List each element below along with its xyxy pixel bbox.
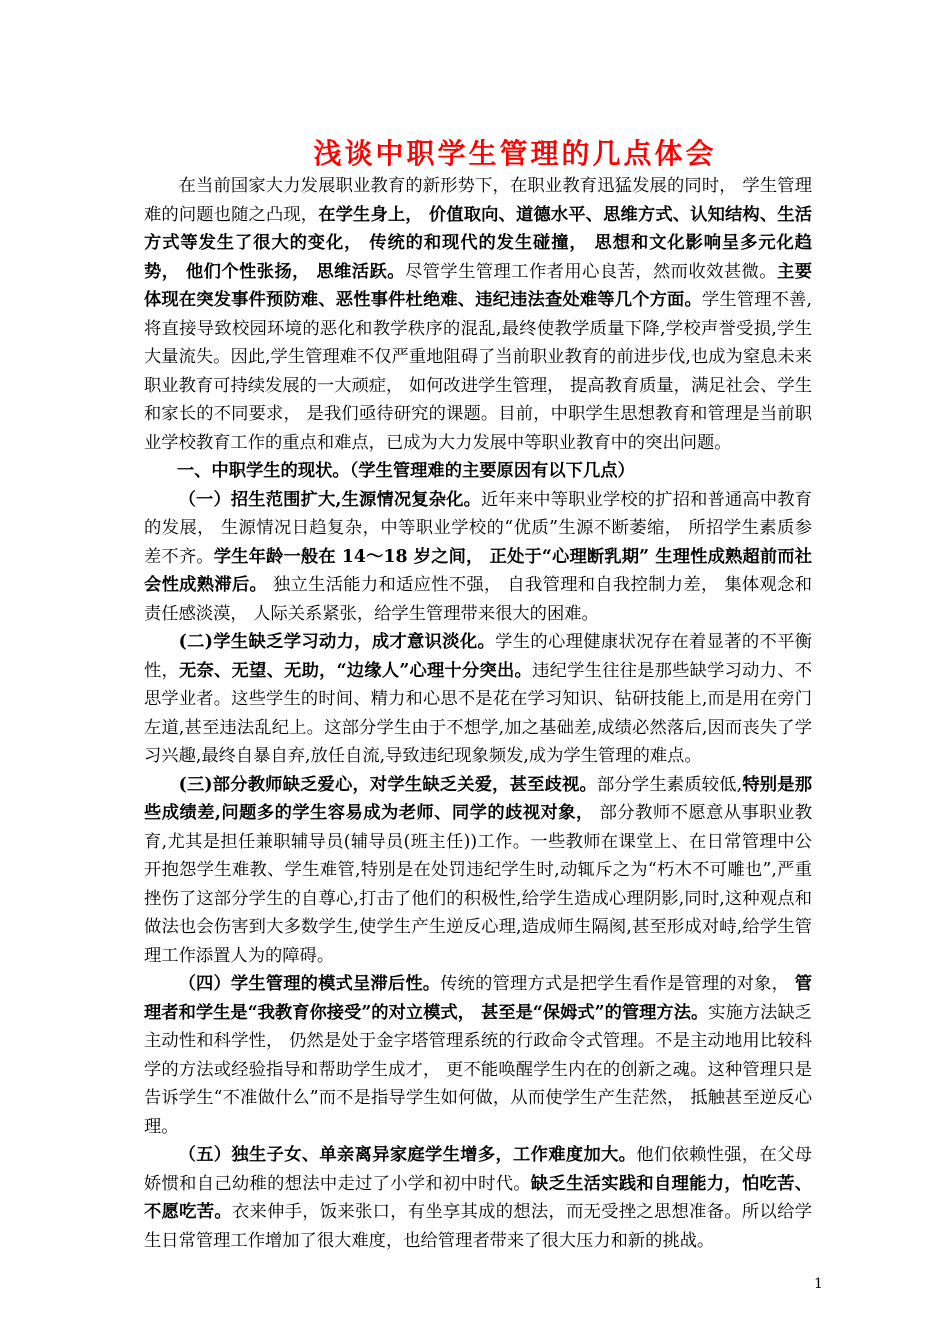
emphasis-text: （五）独生子女、单亲离异家庭学生增多，工作难度加大。 [178,1145,637,1165]
document-title: 浅谈中职学生管理的几点体会 [313,137,717,170]
document-body [144,172,812,1255]
emphasis-text: (三)部分教师缺乏爱心，对学生缺乏关爱，甚至歧视。 [178,774,597,795]
body-text: 近年来中等职业学校的扩招和普通高中教育的发展， 生源情况日趋复杂，中等职业学校的“优质”生源不断萎缩， 所招学生素质参差不齐。 [144,489,812,567]
emphasis-text: 在学生身上， 价值取向、道德水平、思维方式、认知结构、生活方式等发生了很大的变化， 传统的和现代的发生碰撞， 思想和文化影响呈多元化趋势， 他们个性张扬， 思维活跃。 [144,204,812,282]
body-text: 实施方法缺乏主动性和科学性， 仍然是处于金字塔管理系统的行政命令式管理。不是主动地用比较科学的方法或经验指导和帮助学生成才， 更不能唤醒学生内在的创新之魂。这种管理只是告诉学生“不准做什么”而不是指导学生如何做，从而使学生产生茫然， 抵触甚至逆反心理。 [144,1002,812,1137]
paragraph-item-4 [144,970,812,1141]
body-text: 他们依赖性强，在父母娇惯和自己幼稚的想法中走过了小学和初中时代。 [144,1145,812,1194]
paragraph-item-5 [144,1141,812,1255]
paragraph-intro [144,172,812,457]
body-text: 部分教师不愿意从事职业教育,尤其是担任兼职辅导员(辅导员(班主任))工作。一些教师在课堂上、在日常管理中公开抱怨学生难教、学生难管,特别是在处罚违纪学生时,动辄斥之为“朽木不可雕也”,严重挫伤了这部分学生的自尊心,打击了他们的积极性,给学生造成心理阴影,同时,这种观点和做法也会伤害到大多数学生,使学生产生逆反心理,造成师生隔阂,甚至形成对峙,给学生管理工作添置人为的障碍。 [144,803,812,966]
body-text: 在当前国家大力发展职业教育的新形势下，在职业教育迅猛发展的同时， 学生管理难的问题也随之凸现， [144,176,812,225]
paragraph-item-3 [144,771,812,971]
page-number: 1 [814,1276,823,1292]
body-text: 违纪学生往往是那些缺学习动力、不思学业者。这些学生的时间、精力和心思不是花在学习知识、钻研技能上,而是用在旁门左道,甚至违法乱纪上。这部分学生由于不想学,加之基础差,成绩必然落后,因而丧失了学习兴趣,最终自暴自弃,放任自流,导致违纪现象频发,成为学生管理的难点。 [144,660,812,766]
paragraph-item-2 [144,628,812,771]
emphasis-text: （四）学生管理的模式呈滞后性。 [178,974,441,994]
section-heading-1: 一、中职学生的现状。（学生管理难的主要原因有以下几点） [176,461,635,481]
emphasis-text: 特别是那些成绩差,问题多的学生容易成为老师、同学的歧视对象， [144,774,812,823]
emphasis-text: (二)学生缺乏学习动力，成才意识淡化。 [178,632,496,652]
paragraph-item-1 [144,486,812,629]
emphasis-text: 管理者和学生是“我教育你接受”的对立模式， 甚至是“保姆式”的管理方法。 [144,974,812,1023]
emphasis-text: 缺乏生活实践和自理能力，怕吃苦、不愿吃苦。 [144,1173,812,1222]
body-text: 学生管理不善,将直接导致校园环境的恶化和教学秩序的混乱,最终使教学质量下降,学校声誉受损,学生大量流失。因此,学生管理难不仅严重地阻碍了当前职业教育的前进步伐,也成为窒息未来职业教育可持续发展的一大顽症， 如何改进学生管理， 提高教育质量，满足社会、学生和家长的不同要求， 是我们亟待研究的课题。目前，中职学生思想教育和管理是当前职业学校教育工作的重点和难点，已成为大力发展中等职业教育中的突出问题。 [144,290,812,453]
body-text: 衣来伸手，饭来张口，有坐享其成的想法，而无受挫之思想准备。所以给学生日常管理工作增加了很大难度，也给管理者带来了很大压力和新的挑战。 [144,1202,812,1251]
body-text: 传统的管理方式是把学生看作是管理的对象， [440,974,795,994]
body-text: 独立生活能力和适应性不强， 自我管理和自我控制力差， 集体观念和责任感淡漠， 人际关系紧张，给学生管理带来很大的困难。 [144,575,812,624]
body-text: 部分学生素质较低, [596,774,743,795]
emphasis-text: 无奈、无望、无助，“边缘人”心理十分突出。 [179,660,533,681]
body-text: 学生的心理健康状况存在着显著的不平衡性， [144,632,812,681]
emphasis-text: （一）招生范围扩大,生源情况复杂化。 [178,489,482,510]
emphasis-text: 主要体现在突发事件预防难、恶性事件杜绝难、违纪违法查处难等几个方面。 [144,261,812,310]
body-text: 尽管学生管理工作者用心良苦，然而收效甚微。 [404,261,777,282]
emphasis-text: 学生年龄一般在 14～18 岁之间， 正处于“心理断乳期” 生理性成熟超前而社会性成熟滞后。 [144,546,812,595]
